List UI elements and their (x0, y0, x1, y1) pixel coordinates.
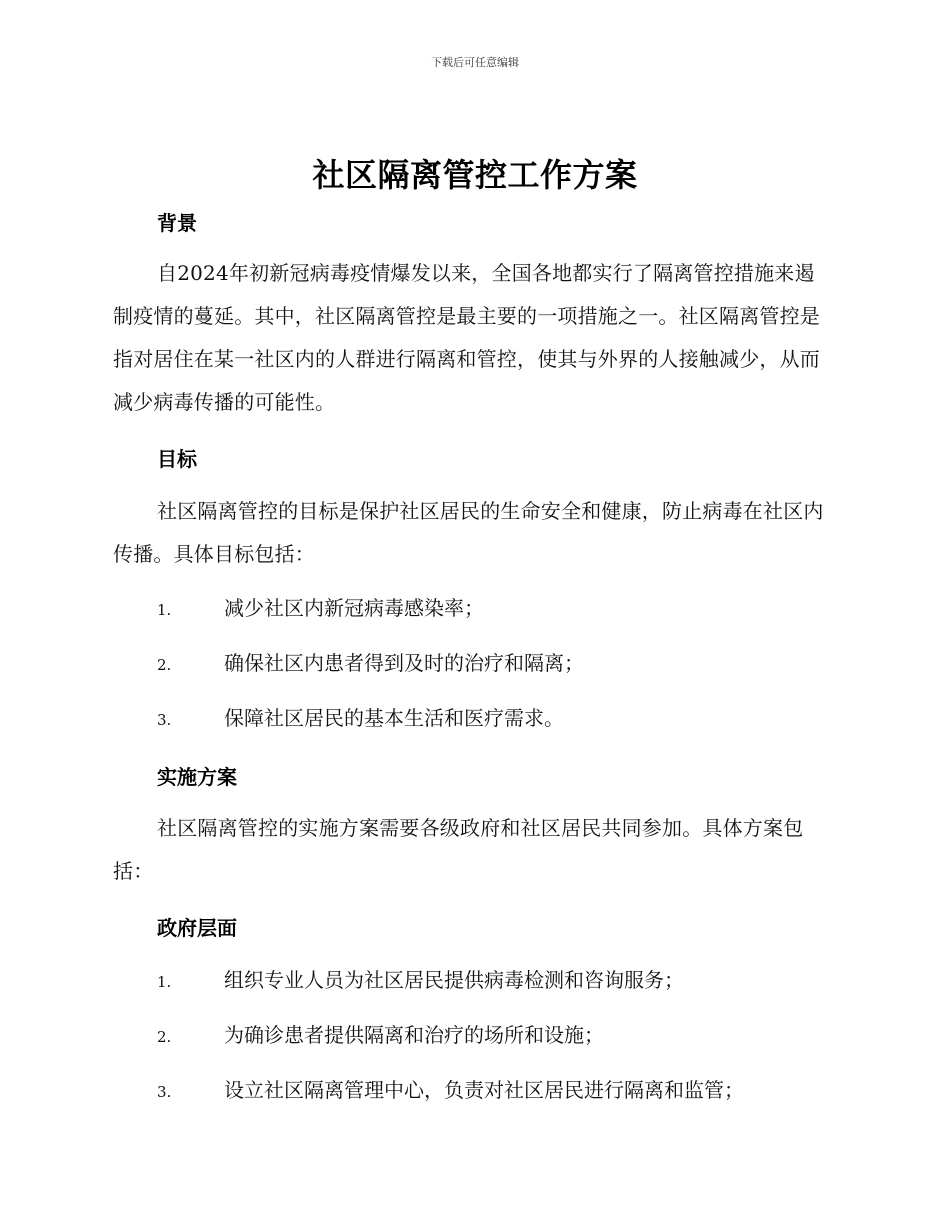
list-item-text: 确保社区内患者得到及时的治疗和隔离； (224, 651, 584, 675)
list-item-text: 保障社区居民的基本生活和医疗需求。 (224, 706, 564, 730)
goal-paragraph: 社区隔离管控的目标是保护社区居民的生命安全和健康，防止病毒在社区内传播。具体目标包括： (113, 499, 824, 566)
plan-paragraph: 社区隔离管控的实施方案需要各级政府和社区居民共同参加。具体方案包括： (113, 816, 804, 883)
list-item (157, 704, 837, 734)
section-heading-plan: 实施方案 (157, 765, 237, 789)
list-item-number: 3. (157, 1083, 172, 1101)
list-item (157, 1021, 837, 1051)
list-item (157, 1076, 837, 1106)
list-item-number: 1. (157, 601, 172, 619)
list-item-text: 减少社区内新冠病毒感染率； (224, 596, 484, 620)
list-item-number: 1. (157, 973, 172, 991)
background-paragraph: 自2024年初新冠病毒疫情爆发以来，全国各地都实行了隔离管控措施来遏制疫情的蔓延。其中，社区隔离管控是最主要的一项措施之一。社区隔离管控是指对居住在某一社区内的人群进行隔离和管控，使其与外界的人接触减少，从而减少病毒传播的可能性。 (113, 261, 820, 414)
section-heading-background: 背景 (157, 211, 197, 235)
list-item (157, 594, 837, 624)
document-title: 社区隔离管控工作方案 (312, 156, 638, 194)
list-item (157, 966, 837, 996)
page-header-note: 下载后可任意编辑 (431, 56, 519, 69)
list-item-text: 设立社区隔离管理中心，负责对社区居民进行隔离和监管； (224, 1078, 744, 1102)
list-item-number: 2. (157, 656, 172, 674)
section-heading-goal: 目标 (157, 447, 197, 471)
list-item (157, 649, 837, 679)
list-item-text: 组织专业人员为社区居民提供病毒检测和咨询服务； (224, 968, 684, 992)
list-item-number: 2. (157, 1028, 172, 1046)
list-item-number: 3. (157, 711, 172, 729)
list-item-text: 为确诊患者提供隔离和治疗的场所和设施； (224, 1023, 604, 1047)
section-heading-government: 政府层面 (157, 916, 237, 940)
